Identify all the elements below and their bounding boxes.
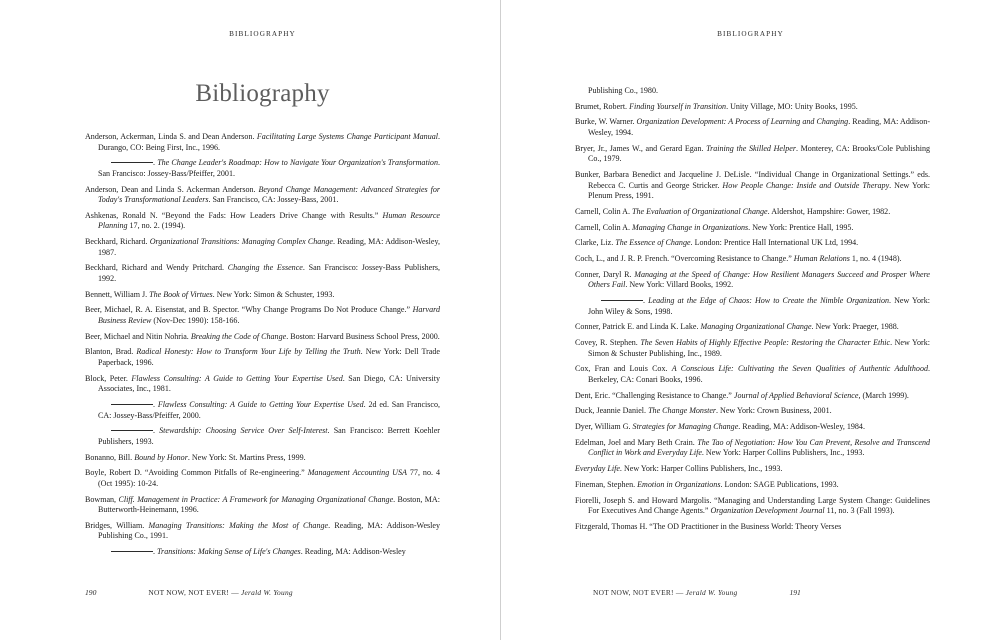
bibliography-entry: Conner, Patrick E. and Linda K. Lake. Managing Organizational Change. New York: Praeger, 1988. [575, 322, 899, 332]
bibliography-entry: . Stewardship: Choosing Service Over Self-Interest. San Francisco: Berrett Koehler Publishers, 1993. [98, 426, 440, 446]
bibliography-entry: Bridges, William. Managing Transitions: Making the Most of Change. Reading, MA: Addison-Wesley Publishing Co., 1991. [85, 520, 441, 541]
right-page [500, 0, 1000, 640]
bibliography-entry: Fitzgerald, Thomas H. “The OD Practitioner in the Business World: Theory Verses [575, 521, 842, 531]
bibliography-entry: Fiorelli, Joseph S. and Howard Margolis. “Managing and Understanding Large System Change: Guidelines For Executives And Change Agents.” Organization Development Journal 11, no. 3 (Fall 1993). [575, 495, 930, 516]
bibliography-list-right [575, 86, 930, 532]
bibliography-entry: Bowman, Cliff. Management in Practice: A Framework for Managing Organizational Change. Boston, MA: Butterworth-Heinemann, 1996. [85, 494, 440, 515]
bibliography-entry: Publishing Co., 1980. [588, 86, 658, 95]
bibliography-entry: Beer, Michael, R. A. Eisenstat, and B. Spector. “Why Change Programs Do Not Produce Change.” Harvard Business Review (Nov-Dec 1990): 158-166. [85, 305, 440, 325]
bibliography-entry: Carnell, Colin A. Managing Change in Organizations. New York: Prentice Hall, 1995. [575, 222, 854, 232]
footer-author-name: Jerald W. Young [240, 588, 293, 597]
bibliography-entry: Dyer, William G. Strategies for Managing Change. Reading, MA: Addison-Wesley, 1984. [575, 422, 865, 432]
bibliography-entry: Burke, W. Warner. Organization Development: A Process of Learning and Changing. Reading, MA: Addison-Wesley, 1994. [575, 117, 930, 138]
footer-title-text: NOT NOW, NOT EVER! — [148, 588, 239, 597]
bibliography-entry: Bunker, Barbara Benedict and Jacqueline J. DeLisle. “Individual Change in Organizational Settings.” eds. Rebecca C. Curtis and George Stricker. How People Change: Inside and Outside Therapy. New York: Plenum Press, 1991. [575, 170, 930, 201]
bibliography-entry: Bonanno, Bill. Bound by Honor. New York: St. Martins Press, 1999. [85, 452, 306, 462]
bibliography-entry: Dent, Eric. “Challenging Resistance to Change.” Journal of Applied Behavioral Science, (March 1999). [575, 390, 909, 400]
bibliography-entry: Carnell, Colin A. The Evaluation of Organizational Change. Aldershot, Hampshire: Gower, 1982. [575, 206, 891, 216]
bibliography-entry: Beckhard, Richard and Wendy Pritchard. Changing the Essence. San Francisco: Jossey-Bass Publishers, 1992. [85, 263, 441, 283]
bibliography-entry: Duck, Jeannie Daniel. The Change Monster. New York: Crown Business, 2001. [575, 406, 832, 416]
bibliography-entry: Anderson, Ackerman, Linda S. and Dean Anderson. Facilitating Large Systems Change Participant Manual. Durango, CO: Being First, Inc., 1996. [85, 132, 440, 152]
bibliography-list-left [85, 132, 440, 558]
bibliography-entry: Covey, R. Stephen. The Seven Habits of Highly Effective People: Restoring the Character Ethic. New York: Simon & Schuster Publishing, Inc., 1989. [575, 338, 930, 358]
bibliography-entry: Bryer, Jr., James W., and Gerard Egan. Training the Skilled Helper. Monterey, CA: Brooks/Cole Publishing Co., 1979. [575, 143, 930, 164]
bibliography-entry: Boyle, Robert D. “Avoiding Common Pitfalls of Re-engineering.” Management Accounting USA 77, no. 4 (Oct 1995): 10-24. [85, 468, 440, 488]
bibliography-entry: Anderson, Dean and Linda S. Ackerman Anderson. Beyond Change Management: Advanced Strategies for Today's Transformational Leaders. San Francisco, CA: Jossey-Bass, 2001. [85, 184, 440, 205]
running-head-left: BIBLIOGRAPHY [229, 30, 296, 38]
bibliography-entry: . Leading at the Edge of Chaos: How to Create the Nimble Organization. New York: John Wiley & Sons, 1998. [588, 296, 930, 316]
footer-author-name: Jerald W. Young [685, 588, 738, 597]
bibliography-entry: Beer, Michael and Nitin Nohria. Breaking the Code of Change. Boston: Harvard Business School Press, 2000. [85, 331, 440, 341]
bibliography-entry: Blanton, Brad. Radical Honesty: How to Transform Your Life by Telling the Truth. New York: Dell Trade Paperback, 1996. [85, 347, 440, 367]
bibliography-entry: Coch, L., and J. R. P. French. “Overcoming Resistance to Change.” Human Relations 1, no. 4 (1948). [575, 254, 902, 264]
bibliography-entry: Cox, Fran and Louis Cox. A Conscious Life: Cultivating the Seven Qualities of Authentic Adulthood. Berkeley, CA: Conari Books, 1996. [575, 364, 931, 384]
bibliography-entry: Brumet, Robert. Finding Yourself in Transition. Unity Village, MO: Unity Books, 1995. [575, 101, 858, 111]
bibliography-entry: Fineman, Stephen. Emotion in Organizations. London: SAGE Publications, 1993. [575, 479, 839, 489]
page-title: Bibliography [195, 80, 330, 107]
footer-running-title-left [148, 588, 292, 597]
bibliography-entry: . Flawless Consulting: A Guide to Getting Your Expertise Used. 2d ed. San Francisco, CA: Jossey-Bass/Pfeiffer, 2000. [98, 400, 440, 420]
bibliography-entry: Ashkenas, Ronald N. “Beyond the Fads: How Leaders Drive Change with Results.” Human Resource Planning 17, no. 2. (1994). [85, 210, 440, 231]
footer-title-text: NOT NOW, NOT EVER! — [593, 588, 684, 597]
running-head-right: BIBLIOGRAPHY [717, 30, 784, 38]
footer-running-title-right [593, 588, 737, 597]
bibliography-entry: Block, Peter. Flawless Consulting: A Guide to Getting Your Expertise Used. San Diego, CA: University Associates, Inc., 1981. [85, 373, 440, 394]
bibliography-entry: Beckhard, Richard. Organizational Transitions: Managing Complex Change. Reading, MA: Addison-Wesley, 1987. [85, 237, 441, 257]
bibliography-entry: Bennett, William J. The Book of Virtues. New York: Simon & Schuster, 1993. [85, 289, 335, 299]
bibliography-entry: . The Change Leader's Roadmap: How to Navigate Your Organization's Transformation. San Francisco: Jossey-Bass/Pfeiffer, 2001. [98, 158, 440, 178]
bibliography-entry: Everyday Life. New York: Harper Collins Publishers, Inc., 1993. [575, 464, 783, 474]
page-number-right: 191 [789, 588, 801, 597]
page-number-left: 190 [85, 588, 97, 597]
bibliography-entry: Edelman, Joel and Mary Beth Crain. The Tao of Negotiation: How You Can Prevent, Resolve and Transcend Conflict in Work and Everyday Life. New York: Harper Collins Publishers, Inc., 1993. [575, 437, 931, 458]
bibliography-entry: Clarke, Liz. The Essence of Change. London: Prentice Hall International UK Ltd, 1994. [575, 238, 859, 248]
footer-left [0, 588, 500, 597]
footer-right [500, 588, 1000, 597]
bibliography-entry: Conner, Daryl R. Managing at the Speed of Change: How Resilient Managers Succeed and Prosper Where Others Fail. New York: Villard Books, 1992. [575, 269, 930, 290]
bibliography-entry: . Transitions: Making Sense of Life's Changes. Reading, MA: Addison-Wesley [85, 547, 440, 558]
